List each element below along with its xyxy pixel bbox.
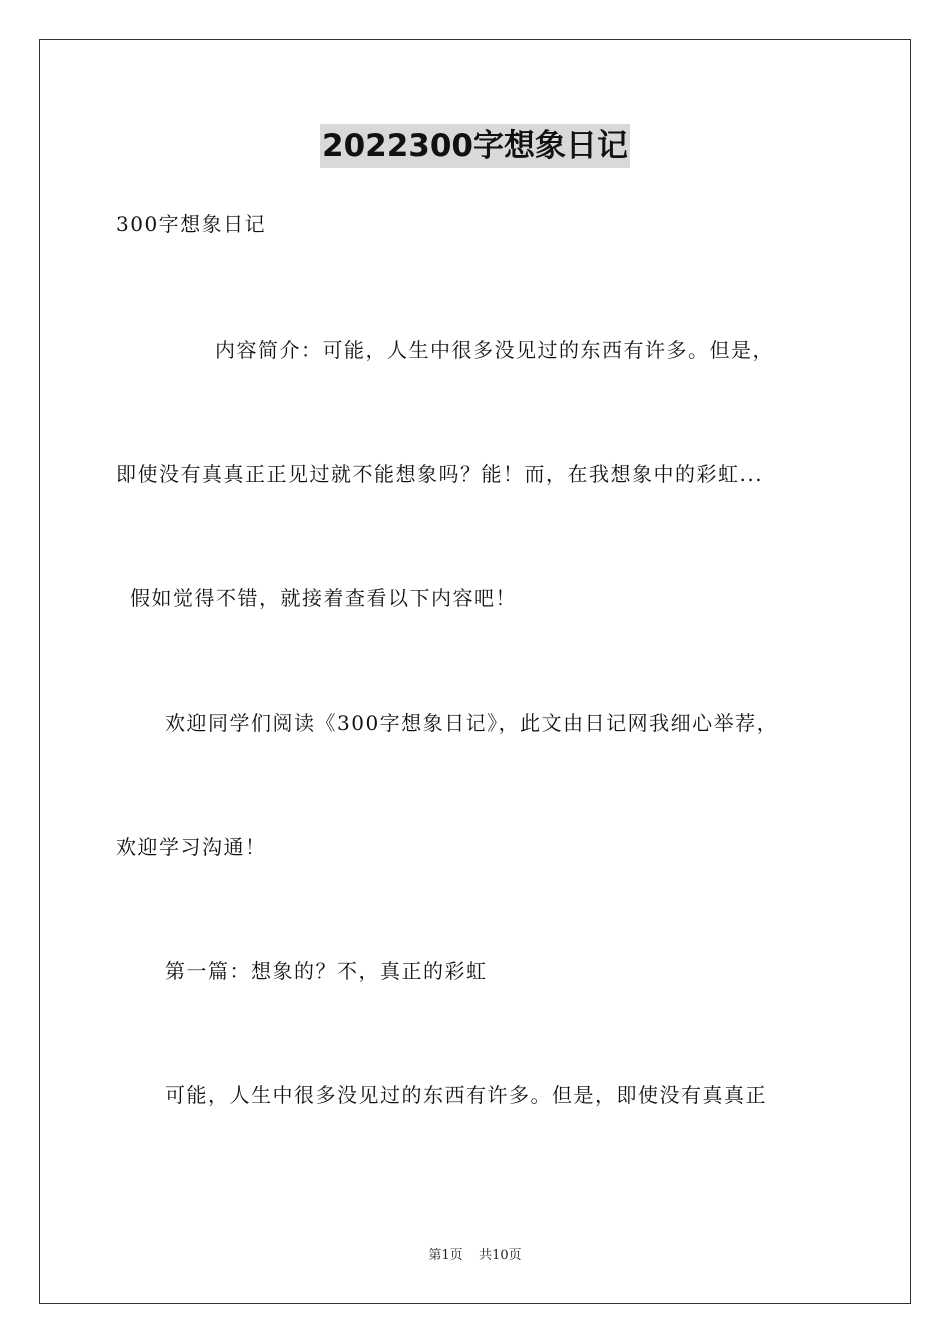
body-line-1: 可能，人生中很多没见过的东西有许多。但是，即使没有真真正 (165, 1083, 767, 1107)
page-total: 共10页 (479, 1248, 522, 1263)
intro-line-2: 欢迎学习沟通！ (116, 835, 267, 859)
title-container (0, 124, 950, 168)
summary-line-3: 假如觉得不错，就接着查看以下内容吧！ (130, 586, 517, 610)
page-footer (0, 1247, 950, 1265)
page-number: 第1页 (428, 1248, 463, 1263)
document-title: 2022300字想象日记 (320, 124, 630, 168)
summary-line-1: 内容简介：可能，人生中很多没见过的东西有许多。但是， (215, 338, 774, 362)
subtitle-line: 300字想象日记 (116, 212, 267, 236)
summary-line-2: 即使没有真真正正见过就不能想象吗？能！而，在我想象中的彩虹... (116, 462, 764, 486)
section-heading: 第一篇：想象的？不，真正的彩虹 (165, 959, 488, 983)
intro-line-1: 欢迎同学们阅读《300字想象日记》，此文由日记网我细心举荐， (165, 711, 779, 735)
